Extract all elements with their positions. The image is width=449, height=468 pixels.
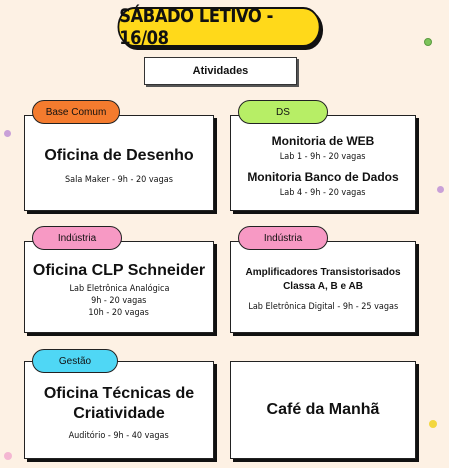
activity-card-clp-schneider <box>24 241 214 333</box>
tag-label: Gestão <box>58 355 92 367</box>
card-title: Oficina de Desenho <box>44 147 194 164</box>
tag-industria <box>238 226 328 250</box>
tag-gestao <box>32 349 118 373</box>
card-title: Monitoria Banco de Dados <box>247 170 399 184</box>
tag-industria <box>32 226 122 250</box>
card-info: 9h - 20 vagas <box>91 296 147 306</box>
pink-dot-icon <box>4 452 12 460</box>
card-title: Oficina CLP Schneider <box>32 262 206 279</box>
activity-card-monitorias <box>230 115 416 211</box>
section-subtitle-text: Atividades <box>192 65 249 77</box>
card-info: Lab 4 - 9h - 20 vagas <box>280 188 366 198</box>
tag-ds <box>238 100 328 124</box>
purple-dot-icon <box>4 130 11 137</box>
card-info: Auditório - 9h - 40 vagas <box>68 431 170 441</box>
activity-card-criatividade <box>24 361 214 459</box>
tag-label: Base Comum <box>45 106 107 118</box>
green-dot-icon <box>424 38 432 46</box>
card-title: Monitoria de WEB <box>271 134 375 148</box>
card-title: Classa A, B e AB <box>283 281 363 292</box>
tag-label: DS <box>276 106 290 118</box>
card-info: Lab Eletrônica Analógica <box>69 284 169 294</box>
activity-card-cafe-da-manha <box>230 361 416 459</box>
card-info: Lab 1 - 9h - 20 vagas <box>280 152 366 162</box>
page-title <box>118 7 321 47</box>
yellow-dot-icon <box>429 420 437 428</box>
card-info: 10h - 20 vagas <box>88 308 150 318</box>
card-info: Lab Eletrônica Digital - 9h - 25 vagas <box>248 302 398 312</box>
tag-label: Indústria <box>263 232 303 244</box>
activity-card-oficina-desenho <box>24 115 214 211</box>
activity-card-amplificadores <box>230 241 416 333</box>
purple-dot-icon <box>437 186 444 193</box>
page-title-text: SÁBADO LETIVO - 16/08 <box>119 5 273 49</box>
card-title: Criatividade <box>73 405 165 422</box>
tag-label: Indústria <box>57 232 97 244</box>
tag-base-comum <box>32 100 120 124</box>
card-title: Café da Manhã <box>266 401 380 418</box>
section-subtitle <box>144 57 297 85</box>
card-info: Sala Maker - 9h - 20 vagas <box>65 175 173 185</box>
card-title: Amplificadores Transistorisados <box>245 267 401 278</box>
card-title: Oficina Técnicas de <box>43 385 195 402</box>
